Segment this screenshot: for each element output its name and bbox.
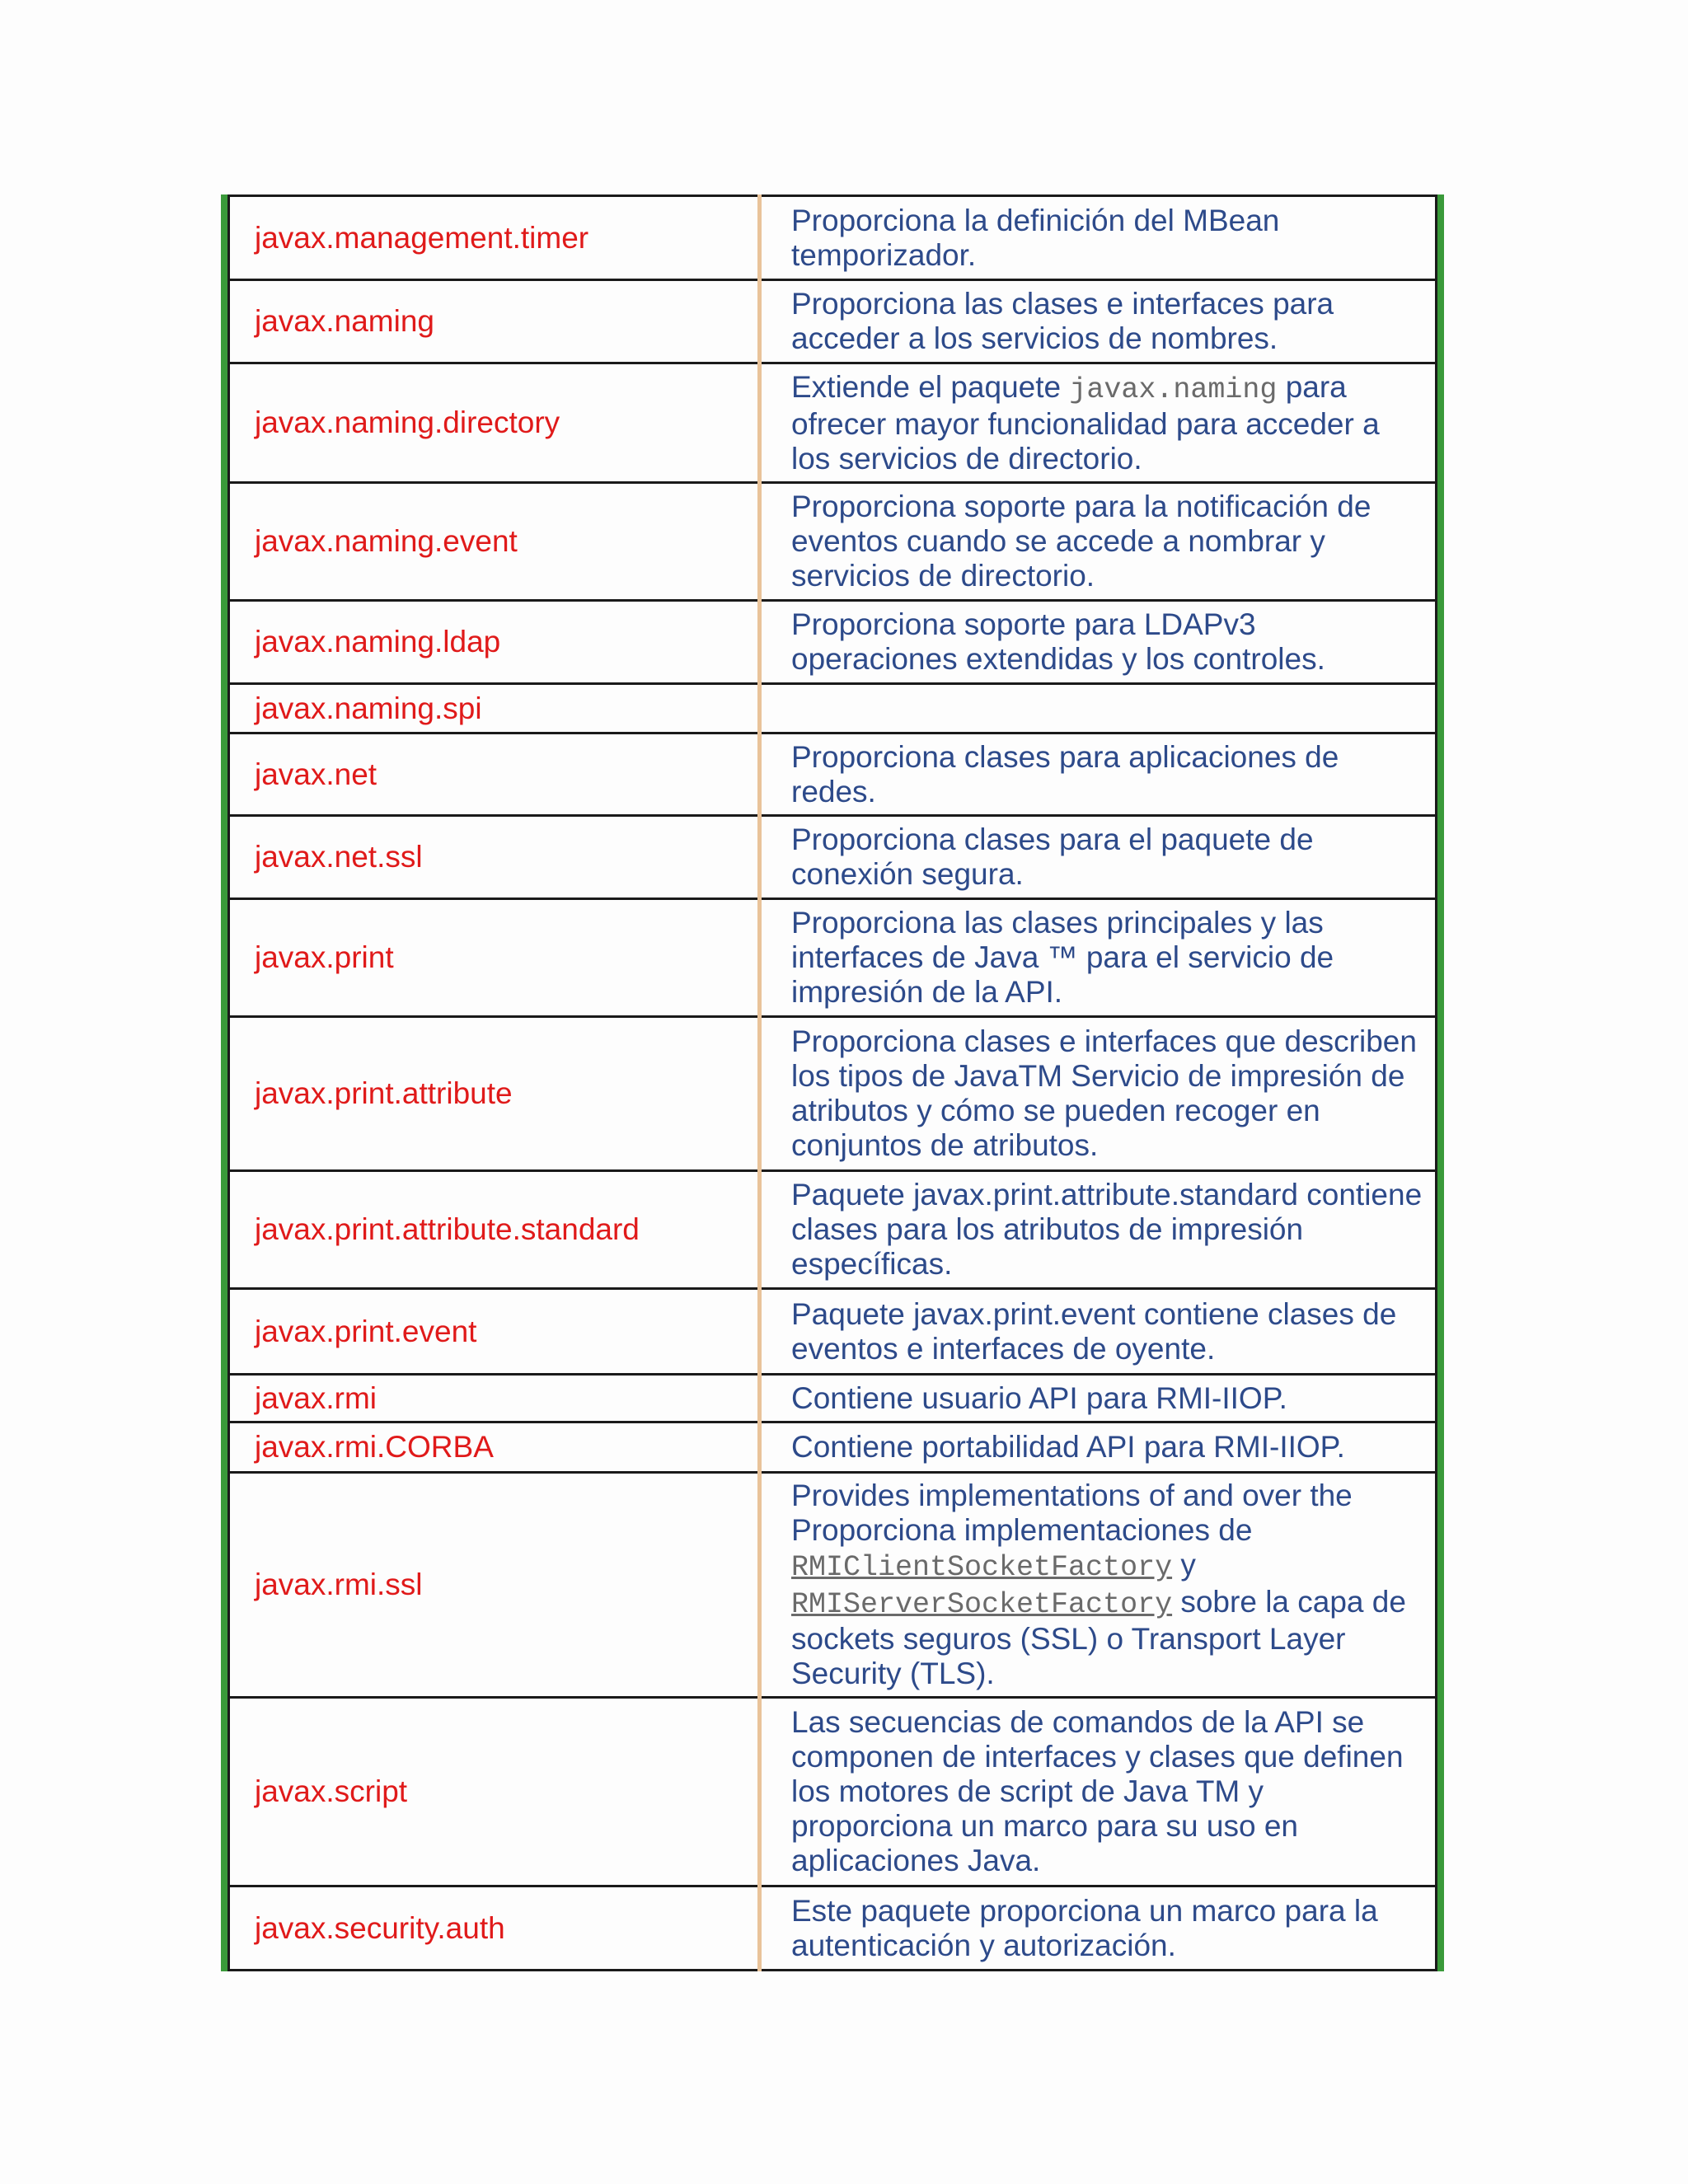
package-name: javax.print (229, 899, 760, 1017)
table-row (229, 1422, 1437, 1473)
package-description: Paquete javax.print.attribute.standard contiene clases para los atributos de impresión específicas. (760, 1171, 1437, 1289)
package-description (760, 363, 1437, 483)
table-row (229, 1886, 1437, 1971)
package-description (760, 1473, 1437, 1698)
package-name: javax.print.attribute (229, 1017, 760, 1171)
package-name: javax.rmi.ssl (229, 1473, 760, 1698)
package-description: Proporciona soporte para LDAPv3 operaciones extendidas y los controles. (760, 601, 1437, 684)
package-description: Proporciona clases para aplicaciones de redes. (760, 733, 1437, 816)
table-row (229, 1473, 1437, 1698)
table-row (229, 816, 1437, 899)
package-name: javax.net (229, 733, 760, 816)
table-row (229, 363, 1437, 483)
table-row (229, 280, 1437, 363)
package-description: Proporciona las clases principales y las interfaces de Java ™ para el servicio de impresión de la API. (760, 899, 1437, 1017)
package-table-frame (221, 194, 1444, 1971)
table-row (229, 684, 1437, 733)
package-name: javax.print.event (229, 1289, 760, 1375)
package-name: javax.naming.ldap (229, 601, 760, 684)
package-description: Proporciona soporte para la notificación de eventos cuando se accede a nombrar y servicios de directorio. (760, 483, 1437, 601)
table-row (229, 1171, 1437, 1289)
table-row (229, 1289, 1437, 1375)
package-description: Paquete javax.print.event contiene clases de eventos e interfaces de oyente. (760, 1289, 1437, 1375)
code-text: javax.naming (1069, 373, 1278, 406)
package-name: javax.rmi.CORBA (229, 1422, 760, 1473)
package-description: Proporciona clases para el paquete de conexión segura. (760, 816, 1437, 899)
table-row (229, 1017, 1437, 1171)
package-name: javax.naming.spi (229, 684, 760, 733)
package-name: javax.naming.directory (229, 363, 760, 483)
class-link[interactable]: RMIServerSocketFactory (791, 1588, 1173, 1621)
package-description: Proporciona las clases e interfaces para acceder a los servicios de nombres. (760, 280, 1437, 363)
table-row (229, 196, 1437, 280)
package-name: javax.naming (229, 280, 760, 363)
description-text: Extiende el paquete (791, 369, 1070, 404)
package-description: Contiene portabilidad API para RMI-IIOP. (760, 1422, 1437, 1473)
package-description: Proporciona clases e interfaces que describen los tipos de JavaTM Servicio de impresión de atributos y cómo se pueden recoger en conjuntos de atributos. (760, 1017, 1437, 1171)
package-name: javax.script (229, 1698, 760, 1886)
package-description (760, 684, 1437, 733)
table-row (229, 483, 1437, 601)
package-name: javax.print.attribute.standard (229, 1171, 760, 1289)
package-name: javax.security.auth (229, 1886, 760, 1971)
description-text: y (1172, 1548, 1196, 1582)
description-text: para ofrecer mayor funcionalidad para acceder a los servicios de directorio. (791, 369, 1380, 476)
table-row (229, 1375, 1437, 1422)
table-row (229, 899, 1437, 1017)
description-text: Provides implementations of and over the Proporciona implementaciones de (791, 1479, 1353, 1547)
package-description: Las secuencias de comandos de la API se componen de interfaces y clases que definen los motores de script de Java TM y proporciona un marco para su uso en aplicaciones Java. (760, 1698, 1437, 1886)
table-row (229, 601, 1437, 684)
package-table (227, 194, 1437, 1971)
package-name: javax.net.ssl (229, 816, 760, 899)
class-link[interactable]: RMIClientSocketFactory (791, 1551, 1173, 1584)
package-description: Contiene usuario API para RMI-IIOP. (760, 1375, 1437, 1422)
package-description: Este paquete proporciona un marco para la autenticación y autorización. (760, 1886, 1437, 1971)
package-name: javax.management.timer (229, 196, 760, 280)
table-row (229, 733, 1437, 816)
package-name: javax.rmi (229, 1375, 760, 1422)
package-description: Proporciona la definición del MBean temporizador. (760, 196, 1437, 280)
package-name: javax.naming.event (229, 483, 760, 601)
description-text: sobre la capa de sockets seguros (SSL) o Transport Layer Security (TLS). (791, 1585, 1406, 1690)
table-row (229, 1698, 1437, 1886)
